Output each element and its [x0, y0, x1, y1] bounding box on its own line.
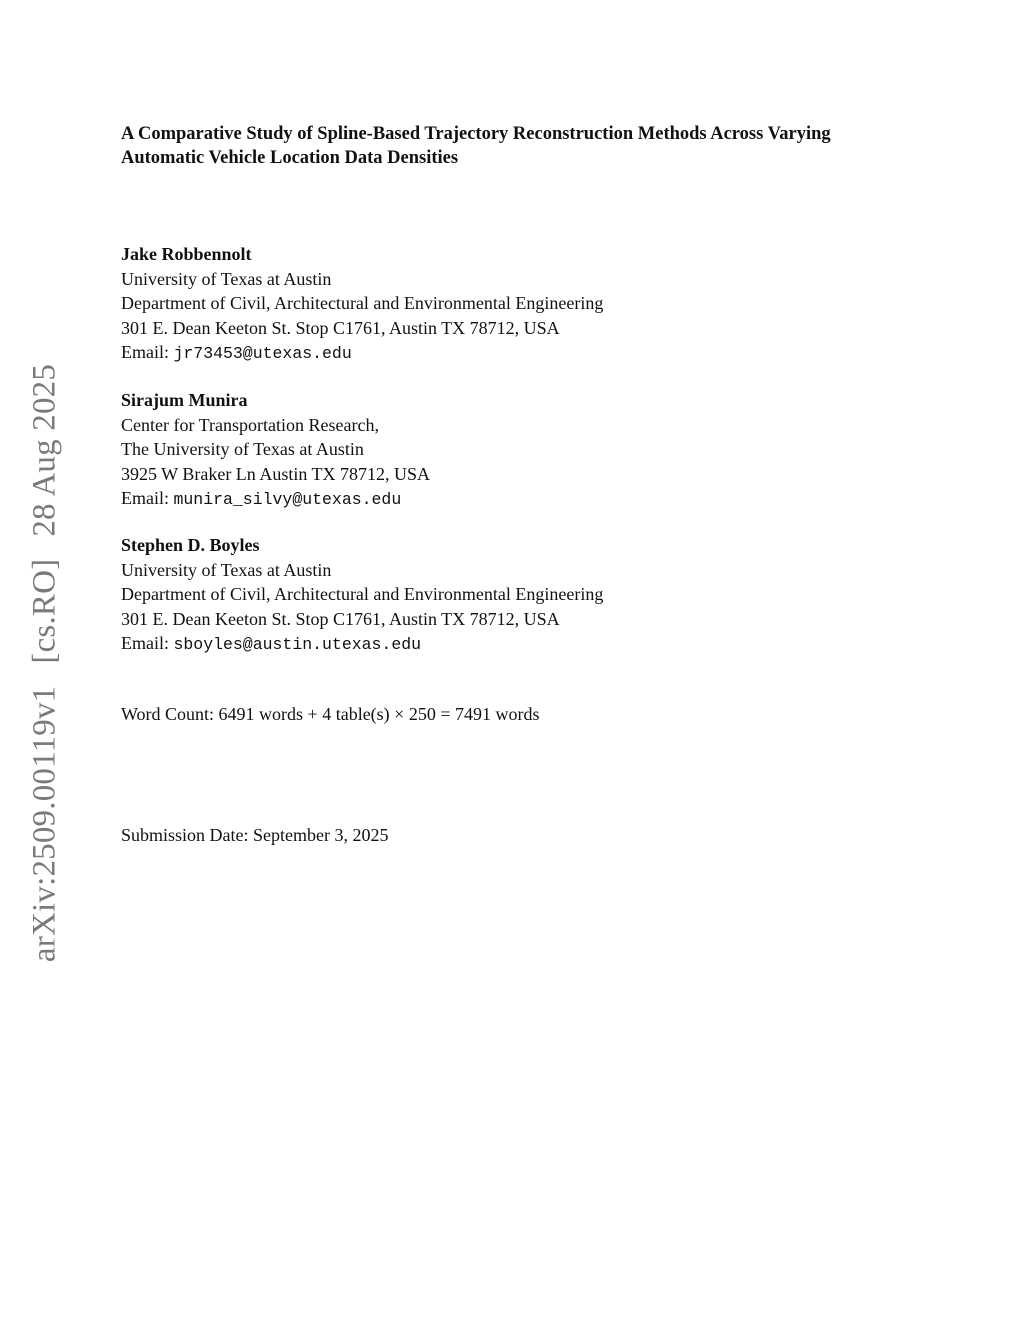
arxiv-identifier-stamp: [27, 364, 64, 962]
author-affiliation-line: University of Texas at Austin: [121, 268, 332, 289]
submission-date: Submission Date: September 3, 2025: [121, 825, 389, 845]
author-affiliation-line: 301 E. Dean Keeton St. Stop C1761, Austin TX 78712, USA: [121, 608, 560, 629]
author-email-line: [121, 340, 603, 367]
word-count: Word Count: 6491 words + 4 table(s) × 250 = 7491 words: [121, 704, 540, 724]
author-email-link[interactable]: munira_silvy@utexas.edu: [173, 490, 402, 509]
author-affiliation-line: 3925 W Braker Ln Austin TX 78712, USA: [121, 463, 430, 484]
author-affiliation-line: Department of Civil, Architectural and Environmental Engineering: [121, 293, 604, 313]
author-block: [121, 533, 603, 658]
email-label: Email:: [121, 633, 169, 653]
author-affiliation-line: Department of Civil, Architectural and Environmental Engineering: [121, 584, 604, 604]
author-affiliation-line: 301 E. Dean Keeton St. Stop C1761, Austin TX 78712, USA: [121, 317, 560, 338]
paper-title-line-1: A Comparative Study of Spline-Based Trajectory Reconstruction Methods Across Varying: [121, 124, 831, 144]
author-block: [121, 388, 430, 513]
title-page: [121, 122, 921, 845]
arxiv-date: 28 Aug 2025: [26, 363, 63, 537]
author-affiliation-line: University of Texas at Austin: [121, 559, 332, 580]
author-block: [121, 242, 603, 367]
author-name: Sirajum Munira: [121, 390, 248, 410]
author-affiliation-line: Center for Transportation Research,: [121, 414, 379, 435]
author-email-link[interactable]: jr73453@utexas.edu: [173, 344, 352, 363]
author-name: Stephen D. Boyles: [121, 535, 260, 555]
arxiv-id: arXiv:2509.00119v1: [26, 685, 63, 963]
paper-title: [121, 122, 921, 170]
email-label: Email:: [121, 488, 169, 508]
author-name: Jake Robbennolt: [121, 244, 252, 264]
author-email-link[interactable]: sboyles@austin.utexas.edu: [173, 635, 422, 654]
author-email-line: [121, 486, 430, 513]
email-label: Email:: [121, 342, 169, 362]
paper-title-line-2: Automatic Vehicle Location Data Densities: [121, 148, 459, 168]
arxiv-category: [cs.RO]: [26, 558, 63, 664]
author-affiliation-line: The University of Texas at Austin: [121, 439, 364, 459]
author-email-line: [121, 631, 603, 658]
